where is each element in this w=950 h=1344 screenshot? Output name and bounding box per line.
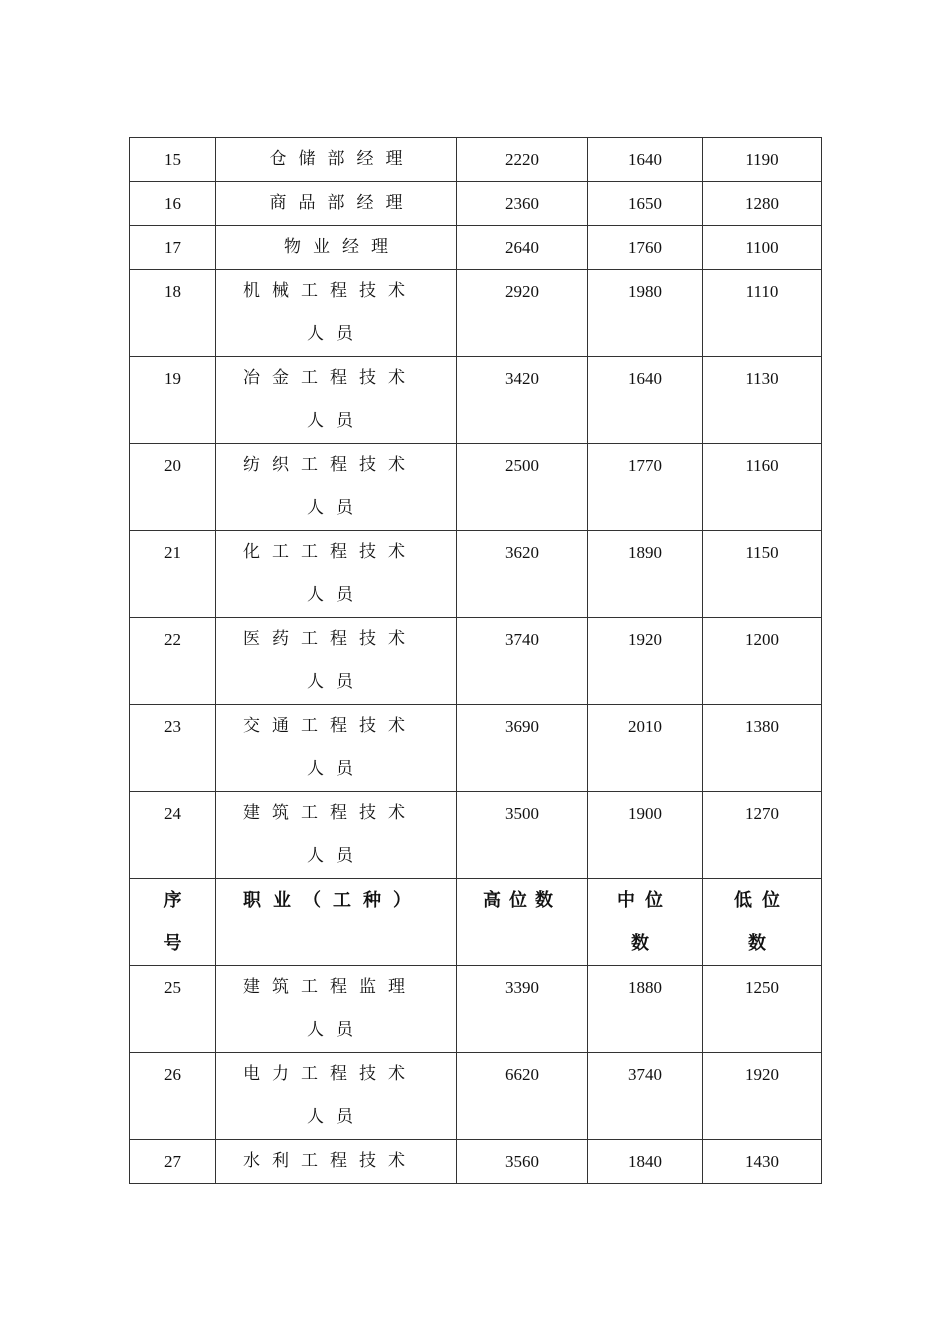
header-no-line1: 序 [163, 890, 182, 911]
occupation-line1: 水利工程技术 [243, 1151, 417, 1171]
header-low-line1: 低位 [734, 890, 790, 911]
header-occupation: 职业（工种） [216, 879, 457, 966]
occupation-line1: 医药工程技术 [243, 629, 417, 649]
low-value: 1160 [703, 444, 822, 531]
row-number: 18 [130, 270, 216, 357]
mid-value: 1890 [588, 531, 703, 618]
header-mid-line2: 数 [631, 933, 659, 954]
high-value: 2640 [457, 226, 588, 270]
occupation-cell [216, 357, 457, 444]
table-body-lower [130, 966, 822, 1184]
table-row [130, 618, 822, 705]
occupation-cell [216, 138, 457, 182]
table-body-upper [130, 138, 822, 879]
row-number: 23 [130, 705, 216, 792]
occupation-line2: 人员 [307, 585, 365, 605]
salary-table [129, 137, 822, 1184]
occupation-cell [216, 966, 457, 1053]
header-high: 高位数 [457, 879, 588, 966]
occupation-line1: 建筑工程监理 [243, 977, 417, 997]
low-value: 1190 [703, 138, 822, 182]
table-row [130, 1053, 822, 1140]
table-row [130, 182, 822, 226]
high-value: 3690 [457, 705, 588, 792]
low-value: 1130 [703, 357, 822, 444]
high-value: 2360 [457, 182, 588, 226]
occupation-line1: 化工工程技术 [243, 542, 417, 562]
table-row [130, 1140, 822, 1184]
high-value: 3740 [457, 618, 588, 705]
occupation-cell [216, 444, 457, 531]
mid-value: 2010 [588, 705, 703, 792]
row-number: 21 [130, 531, 216, 618]
header-no-line2: 号 [163, 933, 182, 954]
table-header-row [130, 879, 822, 966]
mid-value: 1980 [588, 270, 703, 357]
high-value: 2500 [457, 444, 588, 531]
header-no [130, 879, 216, 966]
low-value: 1270 [703, 792, 822, 879]
row-number: 20 [130, 444, 216, 531]
occupation-line2: 人员 [307, 672, 365, 692]
row-number: 26 [130, 1053, 216, 1140]
occupation-line1: 建筑工程技术 [243, 803, 417, 823]
occupation-line2: 人员 [307, 498, 365, 518]
occupation-line1: 物业经理 [284, 237, 400, 257]
high-value: 2220 [457, 138, 588, 182]
mid-value: 1840 [588, 1140, 703, 1184]
occupation-cell [216, 1053, 457, 1140]
mid-value: 1760 [588, 226, 703, 270]
occupation-line1: 电力工程技术 [243, 1064, 417, 1084]
table-header-row-group [130, 879, 822, 966]
high-value: 3390 [457, 966, 588, 1053]
mid-value: 1640 [588, 138, 703, 182]
low-value: 1250 [703, 966, 822, 1053]
mid-value: 1880 [588, 966, 703, 1053]
table-row [130, 226, 822, 270]
row-number: 25 [130, 966, 216, 1053]
low-value: 1280 [703, 182, 822, 226]
low-value: 1430 [703, 1140, 822, 1184]
high-value: 2920 [457, 270, 588, 357]
row-number: 27 [130, 1140, 216, 1184]
occupation-line1: 仓储部经理 [269, 149, 415, 169]
table-row [130, 966, 822, 1053]
mid-value: 1920 [588, 618, 703, 705]
low-value: 1150 [703, 531, 822, 618]
occupation-line1: 商品部经理 [269, 193, 415, 213]
high-value: 3420 [457, 357, 588, 444]
row-number: 16 [130, 182, 216, 226]
mid-value: 1770 [588, 444, 703, 531]
mid-value: 1640 [588, 357, 703, 444]
occupation-cell [216, 531, 457, 618]
row-number: 19 [130, 357, 216, 444]
occupation-cell [216, 226, 457, 270]
row-number: 22 [130, 618, 216, 705]
mid-value: 1650 [588, 182, 703, 226]
table-row [130, 705, 822, 792]
low-value: 1920 [703, 1053, 822, 1140]
occupation-cell [216, 792, 457, 879]
occupation-line2: 人员 [307, 846, 365, 866]
occupation-line1: 交通工程技术 [243, 716, 417, 736]
occupation-cell [216, 618, 457, 705]
occupation-line1: 纺织工程技术 [243, 455, 417, 475]
table-row [130, 270, 822, 357]
occupation-line2: 人员 [307, 411, 365, 431]
high-value: 3500 [457, 792, 588, 879]
mid-value: 1900 [588, 792, 703, 879]
table-row [130, 138, 822, 182]
high-value: 6620 [457, 1053, 588, 1140]
table-row [130, 531, 822, 618]
occupation-cell [216, 705, 457, 792]
row-number: 15 [130, 138, 216, 182]
occupation-line2: 人员 [307, 1107, 365, 1127]
occupation-cell [216, 1140, 457, 1184]
header-low [703, 879, 822, 966]
occupation-line2: 人员 [307, 324, 365, 344]
occupation-cell [216, 270, 457, 357]
row-number: 17 [130, 226, 216, 270]
occupation-line2: 人员 [307, 759, 365, 779]
header-low-line2: 数 [748, 933, 776, 954]
occupation-line1: 机械工程技术 [243, 281, 417, 301]
occupation-line1: 冶金工程技术 [243, 368, 417, 388]
table-row [130, 792, 822, 879]
occupation-line2: 人员 [307, 1020, 365, 1040]
low-value: 1380 [703, 705, 822, 792]
row-number: 24 [130, 792, 216, 879]
header-mid-line1: 中位 [617, 890, 673, 911]
header-mid [588, 879, 703, 966]
occupation-cell [216, 182, 457, 226]
low-value: 1110 [703, 270, 822, 357]
table-row [130, 444, 822, 531]
low-value: 1100 [703, 226, 822, 270]
high-value: 3560 [457, 1140, 588, 1184]
table-row [130, 357, 822, 444]
high-value: 3620 [457, 531, 588, 618]
low-value: 1200 [703, 618, 822, 705]
mid-value: 3740 [588, 1053, 703, 1140]
